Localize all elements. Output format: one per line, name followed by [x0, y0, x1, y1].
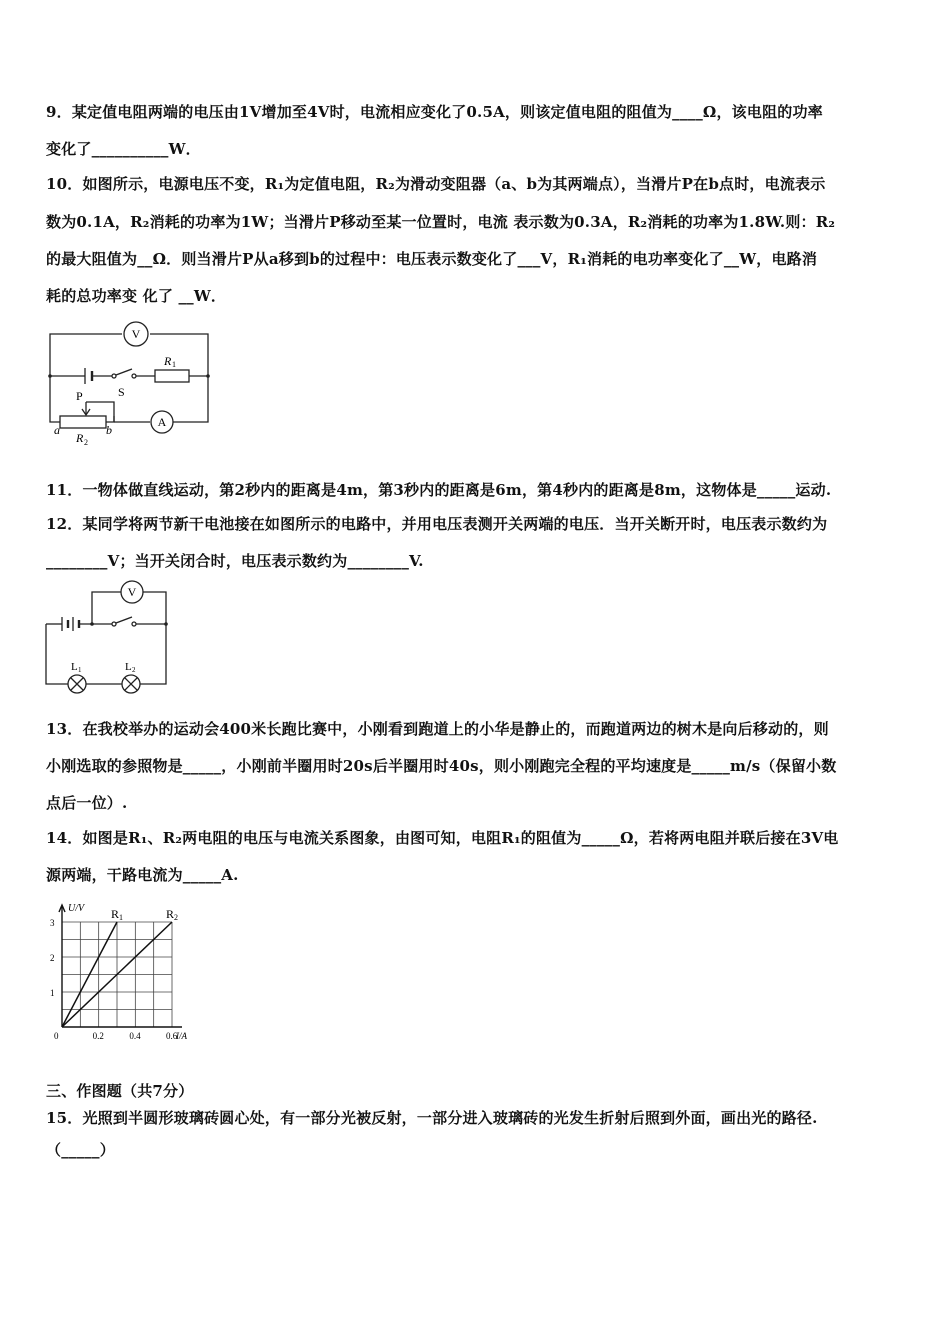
- slider-label: P: [76, 389, 83, 403]
- q11-line-1: 11．一物体做直线运动，第2秒内的距离是4m，第3秒内的距离是6m，第4秒内的距离是8m，这物体是_____运动.: [46, 481, 832, 499]
- r1-label: R: [164, 354, 172, 368]
- r1-subscript: 1: [172, 360, 176, 369]
- x-axis-label: I/A: [176, 1031, 187, 1041]
- y-tick-label: 3: [50, 918, 55, 928]
- q10-line-3: 的最大阻值为__Ω．则当滑片P从a移到b的过程中：电压表示数变化了___V，R₁消耗的电功率变化了__W，电路消: [46, 250, 818, 268]
- q10-line-1: 10．如图所示，电源电压不变，R₁为定值电阻，R₂为滑动变阻器（a、b为其两端点），当滑片P在b点时，电流表示: [46, 175, 826, 193]
- q13-line-3: 点后一位）.: [46, 794, 128, 812]
- r2-subscript: 2: [84, 438, 88, 447]
- q13-line-2: 小刚选取的参照物是_____，小刚前半圈用时20s后半圈用时40s，则小刚跑完全程的平均速度是_____m/s（保留小数: [46, 757, 837, 775]
- lamp-l2-label: L: [125, 661, 132, 673]
- lamp-l1-label: L: [71, 661, 78, 673]
- r1-resistor: [155, 370, 189, 382]
- r2-label: R: [76, 431, 84, 445]
- switch-label: S: [118, 385, 125, 399]
- end-b-label: b: [106, 423, 112, 437]
- voltmeter-label: V: [127, 585, 137, 599]
- y-tick-label: 2: [50, 953, 55, 963]
- y-axis-label: U/V: [68, 903, 85, 914]
- x-tick-label: 0.4: [129, 1031, 141, 1041]
- x-tick-label: 0.6: [166, 1031, 178, 1041]
- q10-line-4: 耗的总功率变 化了 __W．: [46, 287, 227, 305]
- series-label-r1: R1: [111, 907, 124, 922]
- q9-line-2: 变化了__________W．: [46, 140, 201, 158]
- q9-line-1: 9．某定值电阻两端的电压由1V增加至4V时，电流相应变化了0.5A，则该定值电阻的阻值为____Ω，该电阻的功率: [46, 103, 823, 121]
- q13-line-1: 13．在我校举办的运动会400米长跑比赛中，小刚看到跑道上的小华是静止的，而跑道两边的树木是向后移动的，则: [46, 720, 829, 738]
- chart-axes: [59, 905, 182, 1027]
- q12-line-2: ________V；当开关闭合时，电压表示数约为________V.: [46, 552, 424, 570]
- q10-circuit-diagram: [40, 318, 220, 448]
- q14-ui-chart: [40, 895, 200, 1050]
- series-label-subscript: 1: [119, 913, 124, 922]
- q14-line-2: 源两端，干路电流为_____A.: [46, 866, 239, 884]
- q12-line-1: 12．某同学将两节新干电池接在如图所示的电路中，并用电压表测开关两端的电压．当开关断开时，电压表示数约为: [46, 515, 828, 533]
- series-label-subscript: 2: [174, 913, 179, 922]
- q15-line-2: （_____）: [46, 1141, 115, 1159]
- y-tick-label: 1: [50, 988, 55, 998]
- voltmeter-label: V: [131, 327, 141, 341]
- q14-line-1: 14．如图是R₁、R₂两电阻的电压与电流关系图象，由图可知，电阻R₁的阻值为_____Ω，若将两电阻并联后接在3V电: [46, 829, 839, 847]
- lamp-l1-subscript: 1: [78, 666, 82, 674]
- x-tick-label: 0: [54, 1031, 59, 1041]
- x-tick-label: 0.2: [92, 1031, 104, 1041]
- q12-circuit-diagram: [40, 580, 175, 695]
- q15-line-1: 15．光照到半圆形玻璃砖圆心处，有一部分光被反射，一部分进入玻璃砖的光发生折射后照到外面，画出光的路径.: [46, 1109, 818, 1127]
- end-a-label: a: [54, 423, 60, 437]
- lamp-l2-subscript: 2: [132, 666, 136, 674]
- ammeter-label: A: [157, 415, 167, 429]
- q10-line-2: 数为0.1A，R₂消耗的功率为1W；当滑片P移动至某一位置时，电流 表示数为0.3A，R₂消耗的功率为1.8W.则：R₂: [46, 213, 836, 231]
- r2-rheostat: [60, 416, 106, 428]
- section3-heading: 三、作图题（共7分）: [46, 1082, 194, 1100]
- series-label-r2: R2: [166, 907, 179, 922]
